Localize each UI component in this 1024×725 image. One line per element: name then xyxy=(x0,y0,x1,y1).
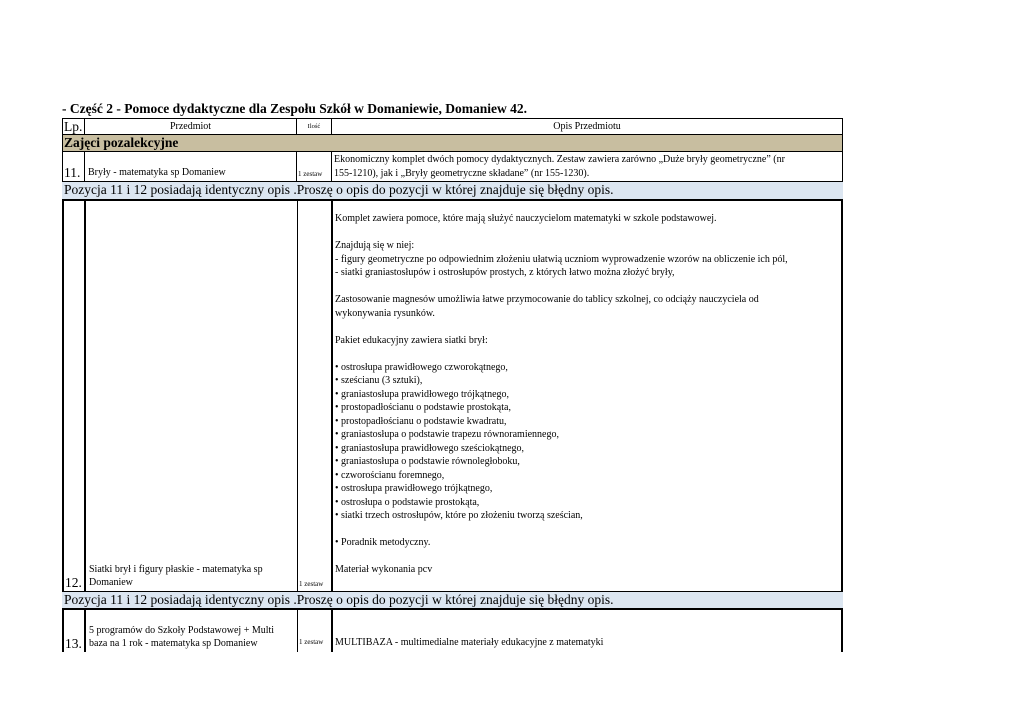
section-row: Zajęci pozalekcyjne xyxy=(62,135,843,152)
items-table xyxy=(62,118,843,652)
note-row: Pozycja 11 i 12 posiadają identyczny opis .Proszę o opis do pozycji w której znajduje się błędny opis. xyxy=(62,182,843,199)
header-lp: Lp. xyxy=(63,119,85,134)
row-number: 11. xyxy=(64,165,81,180)
item-description: MULTIBAZA - multimedialne materiały edukacyjne z matematyki xyxy=(335,636,604,648)
document-title: - Część 2 - Pomoce dydaktyczne dla Zespołu Szkół w Domaniewie, Domaniew 42. xyxy=(62,101,527,116)
item-description: Ekonomiczny komplet dwóch pomocy dydaktycznych. Zestaw zawiera zarówno „Duże bryły geometryczne” (nr 155-1210), jak i „Bryły geometryczne składane” (nr 155-1230). xyxy=(334,154,785,179)
item-quantity: 1 zestaw xyxy=(299,638,324,646)
header-opis: Opis Przedmiotu xyxy=(553,121,621,132)
table-header xyxy=(62,118,843,135)
table-row xyxy=(62,608,843,652)
row-number: 13. xyxy=(65,636,82,651)
header-przedmiot: Przedmiot xyxy=(85,119,297,134)
item-quantity: 1 zestaw xyxy=(298,170,323,178)
item-name: Bryły - matematyka sp Domaniew xyxy=(88,167,226,178)
item-quantity: 1 zestaw xyxy=(299,580,324,588)
table-row xyxy=(62,152,843,182)
item-name: Siatki brył i figury płaskie - matematyka sp Domaniew xyxy=(89,564,263,588)
table-row xyxy=(62,199,843,591)
item-name: 5 programów do Szkoły Podstawowej + Multi baza na 1 rok - matematyka sp Domaniew xyxy=(89,625,275,649)
note-row: Pozycja 11 i 12 posiadają identyczny opis .Proszę o opis do pozycji w której znajduje się błędny opis. xyxy=(62,591,843,608)
row-number: 12. xyxy=(65,575,82,590)
item-description: Komplet zawiera pomoce, które mają służyć nauczycielom matematyki w szkole podstawowej. Znajdują się w niej: - figury geometryczne po odpowiednim złożeniu ułatwią uczniom wyprowadzenie wzorów na obliczenie ich pól, - siatki graniastosłupów i ostrosłupów prostych, z których łatwo można złożyć bryły, Zastosowanie magnesów umożliwia łatwe przymocowanie do tablicy szkolnej, co odciąży nauczyciela od wykonywania rysunków. Pakiet edukacyjny zawiera siatki brył: • ostrosłupa prawidłowego czworokątnego, • sześcianu (3 sztuki), • graniastosłupa prawidłowego trójkątnego, • prostopadłościanu o podstawie prostokąta, • prostopadłościanu o podstawie kwadratu, • graniastosłupa o podstawie trapezu równoramiennego, • graniastosłupa prawidłowego sześciokątnego, • graniastosłupa o podstawie równoległoboku, • czworościanu foremnego, • ostrosłupa prawidłowego trójkątnego, • ostrosłupa o podstawie prostokąta, • siatki trzech ostrosłupów, które po złożeniu tworzą sześcian, • Poradnik metodyczny. Materiał wykonania pcv xyxy=(335,213,788,575)
header-ilosc: Ilość xyxy=(297,119,332,134)
